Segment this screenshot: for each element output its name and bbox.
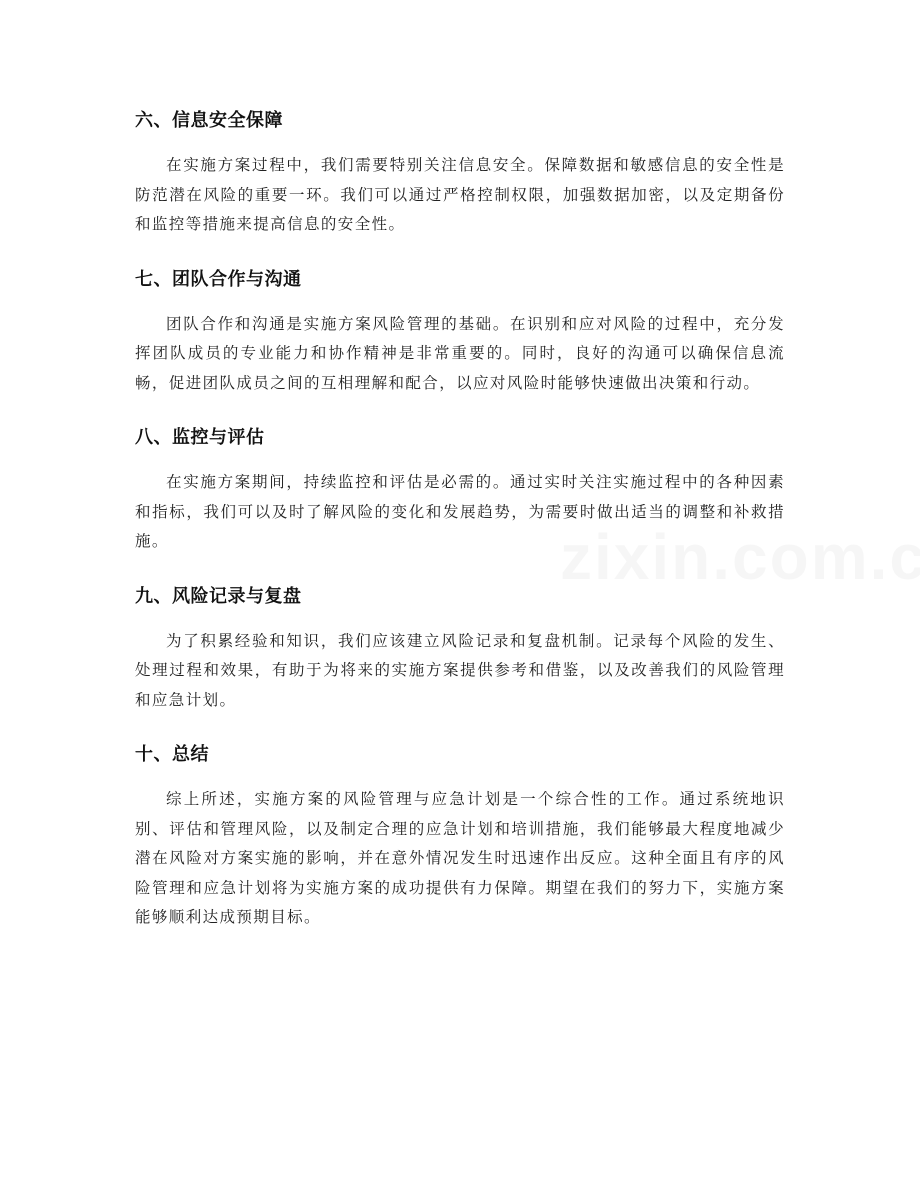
section-paragraph: 在实施方案过程中，我们需要特别关注信息安全。保障数据和敏感信息的安全性是防范潜在风险的重要一环。我们可以通过严格控制权限，加强数据加密，以及定期备份和监控等措施来提高信息的安全性。 — [135, 156, 785, 233]
document-content — [135, 103, 785, 955]
section-risk-record-review — [135, 579, 785, 716]
section-heading: 十、总结 — [135, 744, 209, 765]
section-paragraph: 在实施方案期间，持续监控和评估是必需的。通过实时关注实施过程中的各种因素和指标，我们可以及时了解风险的变化和发展趋势，为需要时做出适当的调整和补救措施。 — [135, 473, 785, 550]
section-paragraph: 为了积累经验和知识，我们应该建立风险记录和复盘机制。记录每个风险的发生、处理过程和效果，有助于为将来的实施方案提供参考和借鉴，以及改善我们的风险管理和应急计划。 — [135, 631, 785, 709]
section-team-collaboration — [135, 262, 785, 399]
section-monitoring-evaluation — [135, 420, 785, 557]
section-heading: 六、信息安全保障 — [135, 110, 283, 131]
section-paragraph: 团队合作和沟通是实施方案风险管理的基础。在识别和应对风险的过程中，充分发挥团队成员的专业能力和协作精神是非常重要的。同时，良好的沟通可以确保信息流畅，促进团队成员之间的互相理解和配合，以应对风险时能够快速做出决策和行动。 — [135, 314, 785, 392]
section-summary — [135, 737, 785, 933]
section-information-security — [135, 103, 785, 240]
section-heading: 九、风险记录与复盘 — [135, 585, 302, 607]
section-heading: 八、监控与评估 — [135, 427, 265, 448]
section-heading: 七、团队合作与沟通 — [135, 268, 302, 290]
section-paragraph: 综上所述，实施方案的风险管理与应急计划是一个综合性的工作。通过系统地识别、评估和管理风险，以及制定合理的应急计划和培训措施，我们能够最大程度地减少潜在风险对方案实施的影响，并在意外情况发生时迅速作出反应。这种全面且有序的风险管理和应急计划将为实施方案的成功提供有力保障。期望在我们的努力下，实施方案能够顺利达成预期目标。 — [135, 790, 785, 926]
